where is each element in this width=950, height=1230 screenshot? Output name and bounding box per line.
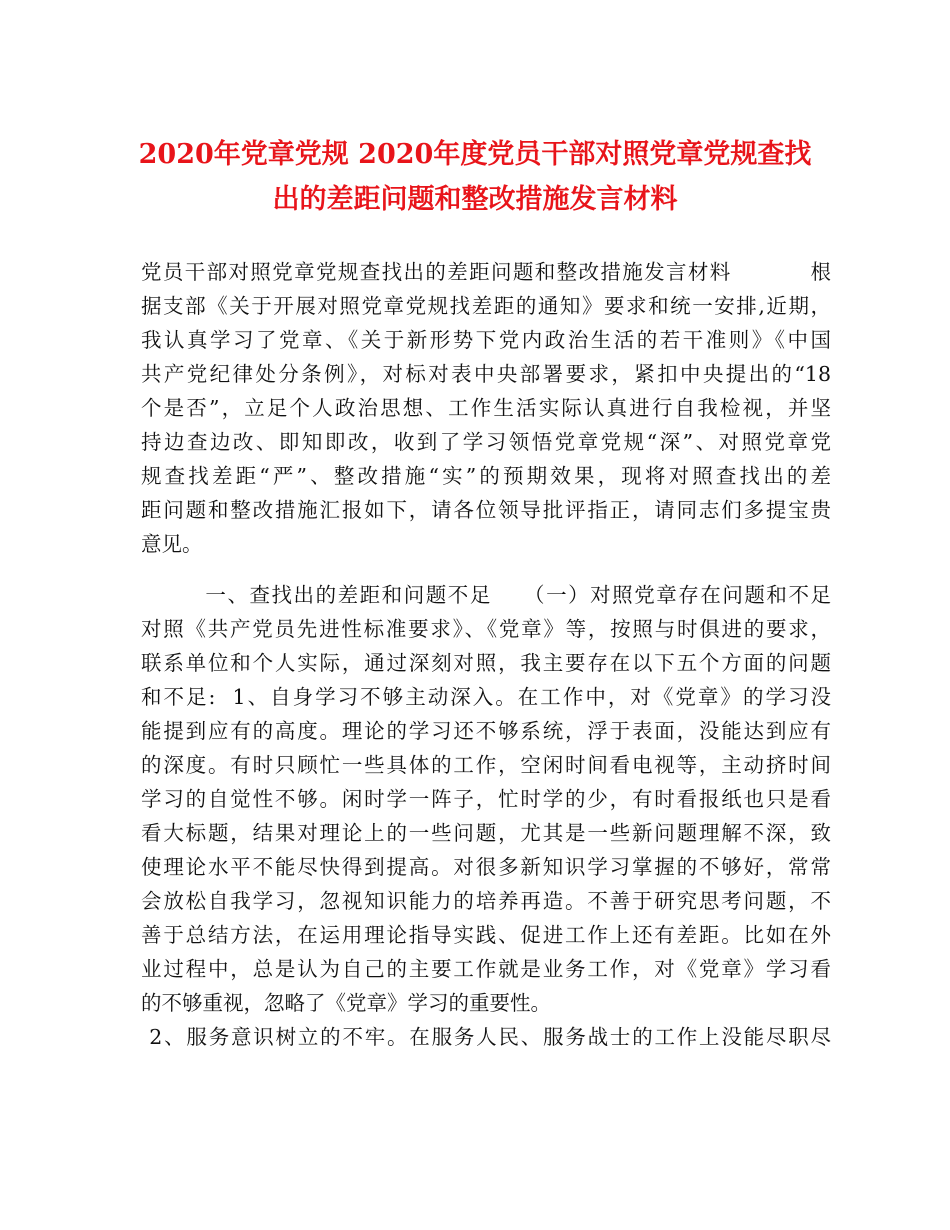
body-line: 看大标题，结果对理论上的一些问题，尤其是一些新问题理解不深，致 (141, 821, 831, 845)
body-line: 党员干部对照党章党规查找出的差距问题和整改措施发言材料 根 (141, 260, 831, 284)
body-line: 的不够重视，忽略了《党章》学习的重要性。 (141, 991, 551, 1015)
body-line: 善于总结方法，在运用理论指导实践、促进工作上还有差距。比如在外 (141, 923, 831, 947)
body-line: 个是否”，立足个人政治思想、工作生活实际认真进行自我检视，并坚 (141, 396, 831, 420)
body-line: 会放松自我学习，忽视知识能力的培养再造。不善于研究思考问题，不 (141, 889, 831, 913)
body-line: 使理论水平不能尽快得到提高。对很多新知识学习掌握的不够好，常常 (141, 855, 831, 879)
body-line: 2、服务意识树立的不牢。在服务人民、服务战士的工作上没能尽职尽 (141, 1025, 831, 1049)
body-line: 能提到应有的高度。理论的学习还不够系统，浮于表面，没能达到应有 (141, 719, 831, 743)
body-line: 对照《共产党员先进性标准要求》、《党章》等，按照与时俱进的要求， (141, 617, 831, 641)
document-title-line-2: 出的差距问题和整改措施发言材料 (272, 184, 678, 215)
body-line: 学习的自觉性不够。闲时学一阵子，忙时学的少，有时看报纸也只是看 (141, 787, 831, 811)
body-line: 距问题和整改措施汇报如下，请各位领导批评指正，请同志们多提宝贵 (141, 498, 831, 522)
body-line: 的深度。有时只顾忙一些具体的工作，空闲时间看电视等，主动挤时间 (141, 753, 831, 777)
body-line: 和不足: 1、自身学习不够主动深入。在工作中，对《党章》的学习没 (141, 685, 831, 709)
body-line: 意见。 (141, 532, 203, 556)
body-line: 一、查找出的差距和问题不足 （一）对照党章存在问题和不足 (141, 583, 831, 607)
body-line: 我认真学习了党章、《关于新形势下党内政治生活的若干准则》《中国 (141, 328, 831, 352)
body-line: 共产党纪律处分条例》，对标对表中央部署要求，紧扣中央提出的“18 (141, 362, 831, 386)
document-title-line-1: 2020年党章党规 2020年度党员干部对照党章党规查找 (138, 139, 812, 170)
body-line: 据支部《关于开展对照党章党规找差距的通知》要求和统一安排,近期， (141, 294, 831, 318)
body-line: 业过程中，总是认为自己的主要工作就是业务工作，对《党章》学习看 (141, 957, 831, 981)
body-line: 持边查边改、即知即改，收到了学习领悟党章党规“深”、对照党章党 (141, 430, 831, 454)
body-line: 规查找差距“严”、整改措施“实”的预期效果，现将对照查找出的差 (141, 464, 831, 488)
body-line: 联系单位和个人实际，通过深刻对照，我主要存在以下五个方面的问题 (141, 651, 831, 675)
